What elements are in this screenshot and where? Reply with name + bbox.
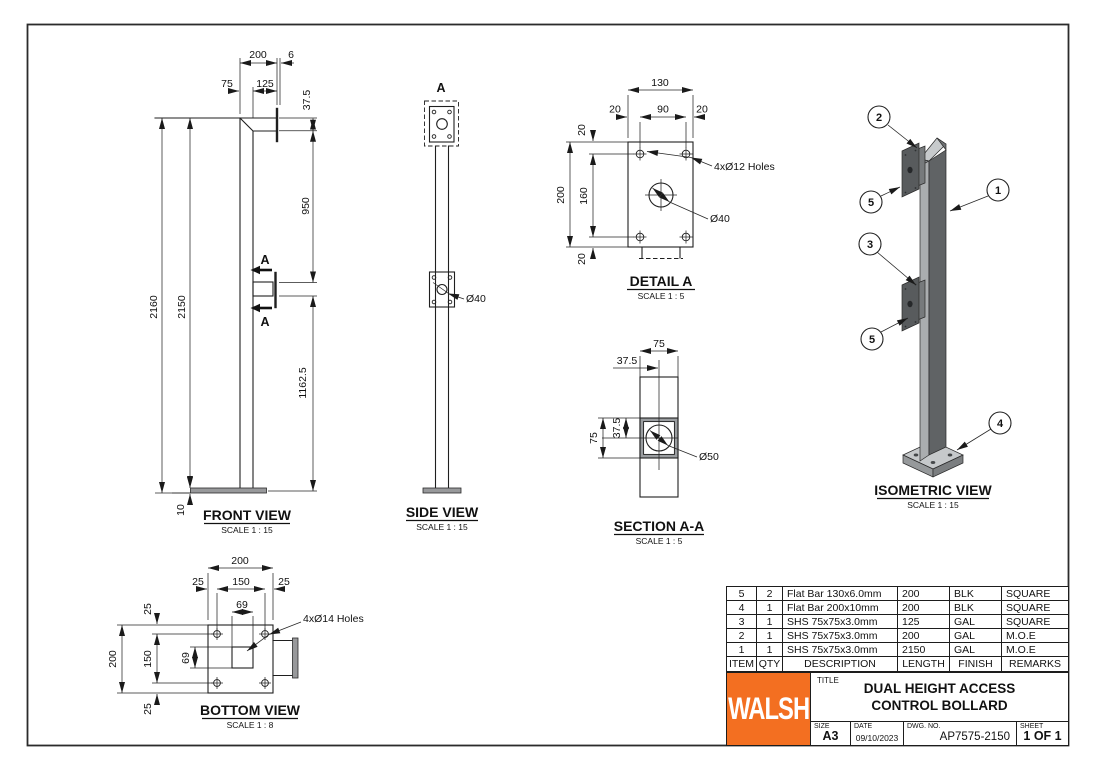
parts-cell: Flat Bar 130x6.0mm bbox=[783, 587, 898, 601]
isometric-view-title: ISOMETRIC VIEW bbox=[874, 482, 992, 498]
parts-header-item: ITEM bbox=[727, 657, 757, 671]
section-aa-scale: SCALE 1 : 5 bbox=[635, 536, 683, 546]
detail-a-holes-label: 4xØ12 Holes bbox=[714, 161, 775, 173]
parts-table bbox=[726, 586, 1069, 672]
parts-cell: SQUARE bbox=[1002, 601, 1068, 615]
bottom-view-holes-label: 4xØ14 Holes bbox=[303, 613, 364, 625]
logo-text: WALSH bbox=[727, 690, 810, 726]
bottom-view-scale: SCALE 1 : 8 bbox=[226, 720, 274, 730]
parts-header-remarks: REMARKS bbox=[1009, 658, 1061, 670]
drawing-title-line2: CONTROL BOLLARD bbox=[871, 697, 1008, 713]
parts-cell: 200 bbox=[898, 629, 950, 643]
dwg-label: DWG. NO. bbox=[907, 723, 941, 730]
dim-10: 10 bbox=[175, 504, 187, 516]
balloon-5-top-number: 5 bbox=[867, 197, 875, 209]
parts-cell: M.O.E bbox=[1002, 629, 1068, 643]
parts-cell: BLK bbox=[950, 587, 1002, 601]
front-view bbox=[148, 49, 317, 535]
title-area bbox=[810, 673, 1068, 721]
detail-a-scale: SCALE 1 : 5 bbox=[637, 291, 685, 301]
dim-2150: 2150 bbox=[176, 295, 188, 319]
parts-cell: 200 bbox=[898, 587, 950, 601]
parts-cell: 200 bbox=[898, 601, 950, 615]
parts-header-length: LENGTH bbox=[898, 657, 950, 671]
detail-a-view bbox=[555, 77, 775, 301]
parts-cell: 4 bbox=[727, 601, 757, 615]
section-letter-bottom: A bbox=[260, 315, 270, 329]
size-value: A3 bbox=[822, 729, 839, 743]
dim-950: 950 bbox=[300, 197, 312, 215]
parts-cell: 1 bbox=[727, 643, 757, 657]
section-aa-dia50-label: Ø50 bbox=[699, 451, 719, 463]
dim-200-top: 200 bbox=[231, 555, 249, 567]
dim-150-left: 150 bbox=[142, 650, 154, 668]
front-view-title: FRONT VIEW bbox=[203, 507, 291, 523]
parts-cell: M.O.E bbox=[1002, 643, 1068, 657]
dim-37-5-top: 37.5 bbox=[616, 355, 638, 367]
parts-cell: SHS 75x75x3.0mm bbox=[783, 615, 898, 629]
parts-header-finish: FINISH bbox=[950, 657, 1002, 671]
date-cell bbox=[851, 722, 904, 745]
bottom-view-holes bbox=[211, 628, 271, 689]
bottom-view-flange bbox=[293, 638, 299, 678]
dim-130: 130 bbox=[651, 77, 669, 89]
dim-200-detail: 200 bbox=[555, 186, 567, 204]
section-arrow-bottom bbox=[251, 304, 261, 312]
parts-cell: 1 bbox=[757, 643, 783, 657]
dim-20-right: 20 bbox=[696, 103, 708, 116]
dim-75-top: 75 bbox=[653, 338, 665, 350]
dim-75: 75 bbox=[221, 78, 233, 90]
side-base-plate bbox=[423, 488, 461, 493]
parts-cell: 1 bbox=[757, 615, 783, 629]
dim-20-top: 20 bbox=[576, 124, 588, 136]
date-value: 09/10/2023 bbox=[855, 733, 899, 743]
parts-header-description: DESCRIPTION bbox=[783, 657, 898, 671]
parts-cell: 2150 bbox=[898, 643, 950, 657]
side-section-letter: A bbox=[436, 81, 446, 95]
parts-cell: 2 bbox=[727, 629, 757, 643]
dim-200: 200 bbox=[249, 49, 267, 61]
dim-25-left-bottom: 25 bbox=[142, 703, 154, 715]
dim-20-left: 20 bbox=[609, 103, 621, 116]
parts-cell: BLK bbox=[950, 601, 1002, 615]
balloon-4-number: 4 bbox=[996, 418, 1004, 430]
dim-2160: 2160 bbox=[148, 295, 160, 319]
dim-37-5-left: 37.5 bbox=[611, 417, 623, 439]
dwg-value: AP7575-2150 bbox=[939, 731, 1010, 743]
isometric-view-scale: SCALE 1 : 15 bbox=[907, 500, 959, 510]
dim-150-top: 150 bbox=[232, 576, 250, 588]
parts-cell: 1 bbox=[757, 629, 783, 643]
detail-a-dia40-label: Ø40 bbox=[710, 213, 730, 225]
dim-90: 90 bbox=[657, 103, 669, 116]
bottom-view-title: BOTTOM VIEW bbox=[199, 702, 301, 718]
dim-6: 6 bbox=[288, 49, 294, 61]
title-meta-row bbox=[810, 721, 1068, 745]
dim-125: 125 bbox=[256, 78, 274, 90]
dim-69-left: 69 bbox=[180, 652, 192, 664]
side-view-title: SIDE VIEW bbox=[405, 504, 479, 520]
parts-header-qty: QTY bbox=[757, 657, 783, 671]
balloon-1-number: 1 bbox=[994, 185, 1002, 197]
detail-a-holes bbox=[634, 148, 693, 244]
front-base-plate bbox=[191, 488, 267, 493]
section-arrow-top bbox=[251, 266, 261, 274]
parts-cell: SQUARE bbox=[1002, 587, 1068, 601]
walsh-logo bbox=[727, 673, 810, 745]
dim-25-left-top: 25 bbox=[142, 603, 154, 615]
size-label: SIZE bbox=[814, 723, 830, 730]
dim-160: 160 bbox=[578, 187, 590, 205]
bottom-view-dimensions bbox=[107, 555, 290, 715]
size-cell bbox=[811, 722, 851, 745]
title-block bbox=[726, 672, 1069, 746]
balloon-2-number: 2 bbox=[875, 112, 883, 124]
bottom-view bbox=[107, 555, 364, 730]
detail-a-title: DETAIL A bbox=[629, 273, 693, 289]
front-view-dimensions bbox=[148, 49, 317, 516]
dim-69-top: 69 bbox=[236, 599, 248, 611]
parts-cell: SQUARE bbox=[1002, 615, 1068, 629]
parts-cell: GAL bbox=[950, 629, 1002, 643]
sheet-value: 1 OF 1 bbox=[1023, 729, 1062, 743]
title-label: TITLE bbox=[817, 676, 839, 685]
dim-200-left: 200 bbox=[107, 650, 119, 668]
drawing-title-line1: DUAL HEIGHT ACCESS bbox=[863, 681, 1016, 696]
parts-cell: 3 bbox=[727, 615, 757, 629]
parts-cell: Flat Bar 200x10mm bbox=[783, 601, 898, 615]
side-view-scale: SCALE 1 : 15 bbox=[416, 522, 468, 532]
parts-cell: GAL bbox=[950, 643, 1002, 657]
isometric-view bbox=[859, 106, 1011, 510]
section-aa-title: SECTION A-A bbox=[613, 518, 705, 534]
dim-25-top-left: 25 bbox=[192, 576, 204, 588]
side-view bbox=[406, 81, 486, 532]
parts-cell: GAL bbox=[950, 615, 1002, 629]
date-label: DATE bbox=[854, 723, 873, 730]
dim-75-left: 75 bbox=[588, 432, 600, 444]
dim-20-bottom: 20 bbox=[576, 253, 588, 265]
drawing-title bbox=[811, 681, 1068, 715]
balloon-3-number: 3 bbox=[866, 239, 874, 251]
iso-post-right-face bbox=[929, 150, 946, 455]
parts-cell: 2 bbox=[757, 587, 783, 601]
parts-cell: SHS 75x75x3.0mm bbox=[783, 643, 898, 657]
section-aa-view bbox=[588, 338, 719, 546]
sheet-label: SHEET bbox=[1020, 723, 1044, 730]
section-letter-top: A bbox=[260, 253, 270, 267]
parts-cell: SHS 75x75x3.0mm bbox=[783, 629, 898, 643]
dim-1162-5: 1162.5 bbox=[297, 367, 309, 399]
parts-cell: 5 bbox=[727, 587, 757, 601]
dwg-cell bbox=[904, 722, 1017, 745]
section-aa-dimensions bbox=[588, 338, 678, 458]
dim-25-top-right: 25 bbox=[278, 576, 290, 588]
side-dia40-label: Ø40 bbox=[466, 293, 486, 305]
dim-37-5: 37.5 bbox=[301, 89, 313, 111]
front-view-scale: SCALE 1 : 15 bbox=[221, 525, 273, 535]
sheet-cell bbox=[1017, 722, 1068, 745]
balloon-5-bottom-number: 5 bbox=[868, 334, 876, 346]
parts-cell: 125 bbox=[898, 615, 950, 629]
parts-cell: 1 bbox=[757, 601, 783, 615]
